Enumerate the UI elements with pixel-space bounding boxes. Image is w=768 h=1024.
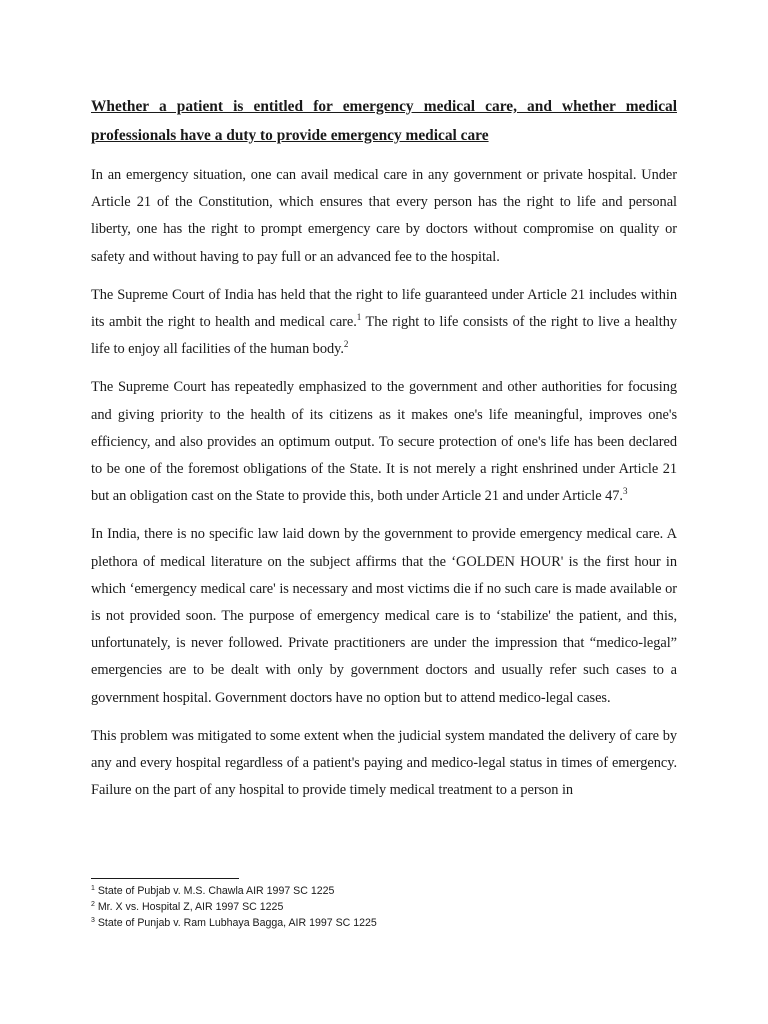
- paragraph-text: The right to life consists of the right to live a healthy life to enjoy all facilities of the human body.: [91, 314, 677, 358]
- footnote-ref-3[interactable]: 3: [622, 486, 628, 497]
- paragraph-judicial-mandate: This problem was mitigated to some extent when the judicial system mandated the delivery of care by any and every hospital regardless of a patient's paying and medico-legal status in times of emergency. Failure on the part of any hospital to provide timely medical treatment to a person in: [91, 727, 677, 799]
- footnotes: [91, 878, 677, 931]
- footnote-text: Mr. X vs. Hospital Z, AIR 1997 SC 1225: [97, 901, 284, 913]
- footnote-divider: [91, 878, 239, 879]
- footnote-number: 1: [91, 885, 95, 892]
- footnote-number: 2: [91, 901, 95, 908]
- footnote-item: [91, 899, 677, 915]
- footnote-number: 3: [91, 917, 95, 924]
- paragraph-state-obligation: [91, 374, 677, 510]
- footnote-text: State of Pubjab v. M.S. Chawla AIR 1997 SC 1225: [97, 885, 335, 897]
- footnote-ref-1[interactable]: 1: [356, 312, 362, 323]
- paragraph-emergency-care: In an emergency situation, one can avail medical care in any government or private hospital. Under Article 21 of the Constitution, which ensures that every person has the right to life and personal liberty, one has the right to prompt emergency care by doctors without compromise on quality or safety and without having to pay full or an advanced fee to the hospital.: [91, 167, 677, 265]
- paragraph-golden-hour: In India, there is no specific law laid down by the government to provide emergency medical care. A plethora of medical literature on the subject affirms that the ‘GOLDEN HOUR' is the first hour in which ‘emergency medical care' is necessary and most victims die if no such care is made available or is not provided soon. The purpose of emergency medical care is to ‘stabilize' the patient, and this, unfortunately, is never followed. Private practitioners are under the impression that “medico-legal” emergencies are to be dealt with only by government doctors and usually refer such cases to a government hospital. Government doctors have no option but to attend medico-legal cases.: [91, 526, 677, 706]
- paragraph-right-to-health: [91, 282, 677, 364]
- footnote-ref-2[interactable]: 2: [343, 339, 349, 350]
- section-heading: Whether a patient is entitled for emergency medical care, and whether medical professionals have a duty to provide emergency medical care: [91, 98, 677, 144]
- footnote-item: [91, 883, 677, 899]
- paragraph-text: The Supreme Court has repeatedly emphasized to the government and other authorities for focusing and giving priority to the health of its citizens as it makes one's life meaningful, improves one's efficiency, and also provides an optimum output. To secure protection of one's life has been declared to be one of the foremost obligations of the State. It is not merely a right enshrined under Article 21 but an obligation cast on the State to provide this, both under Article 21 and under Article 47.: [91, 379, 677, 505]
- document-body: [91, 92, 677, 815]
- footnote-item: [91, 915, 677, 931]
- footnote-text: State of Punjab v. Ram Lubhaya Bagga, AIR 1997 SC 1225: [97, 917, 377, 929]
- paragraph-text: The Supreme Court of India has held that the right to life guaranteed under Article 21 includes within its ambit the right to health and medical care.: [91, 286, 677, 331]
